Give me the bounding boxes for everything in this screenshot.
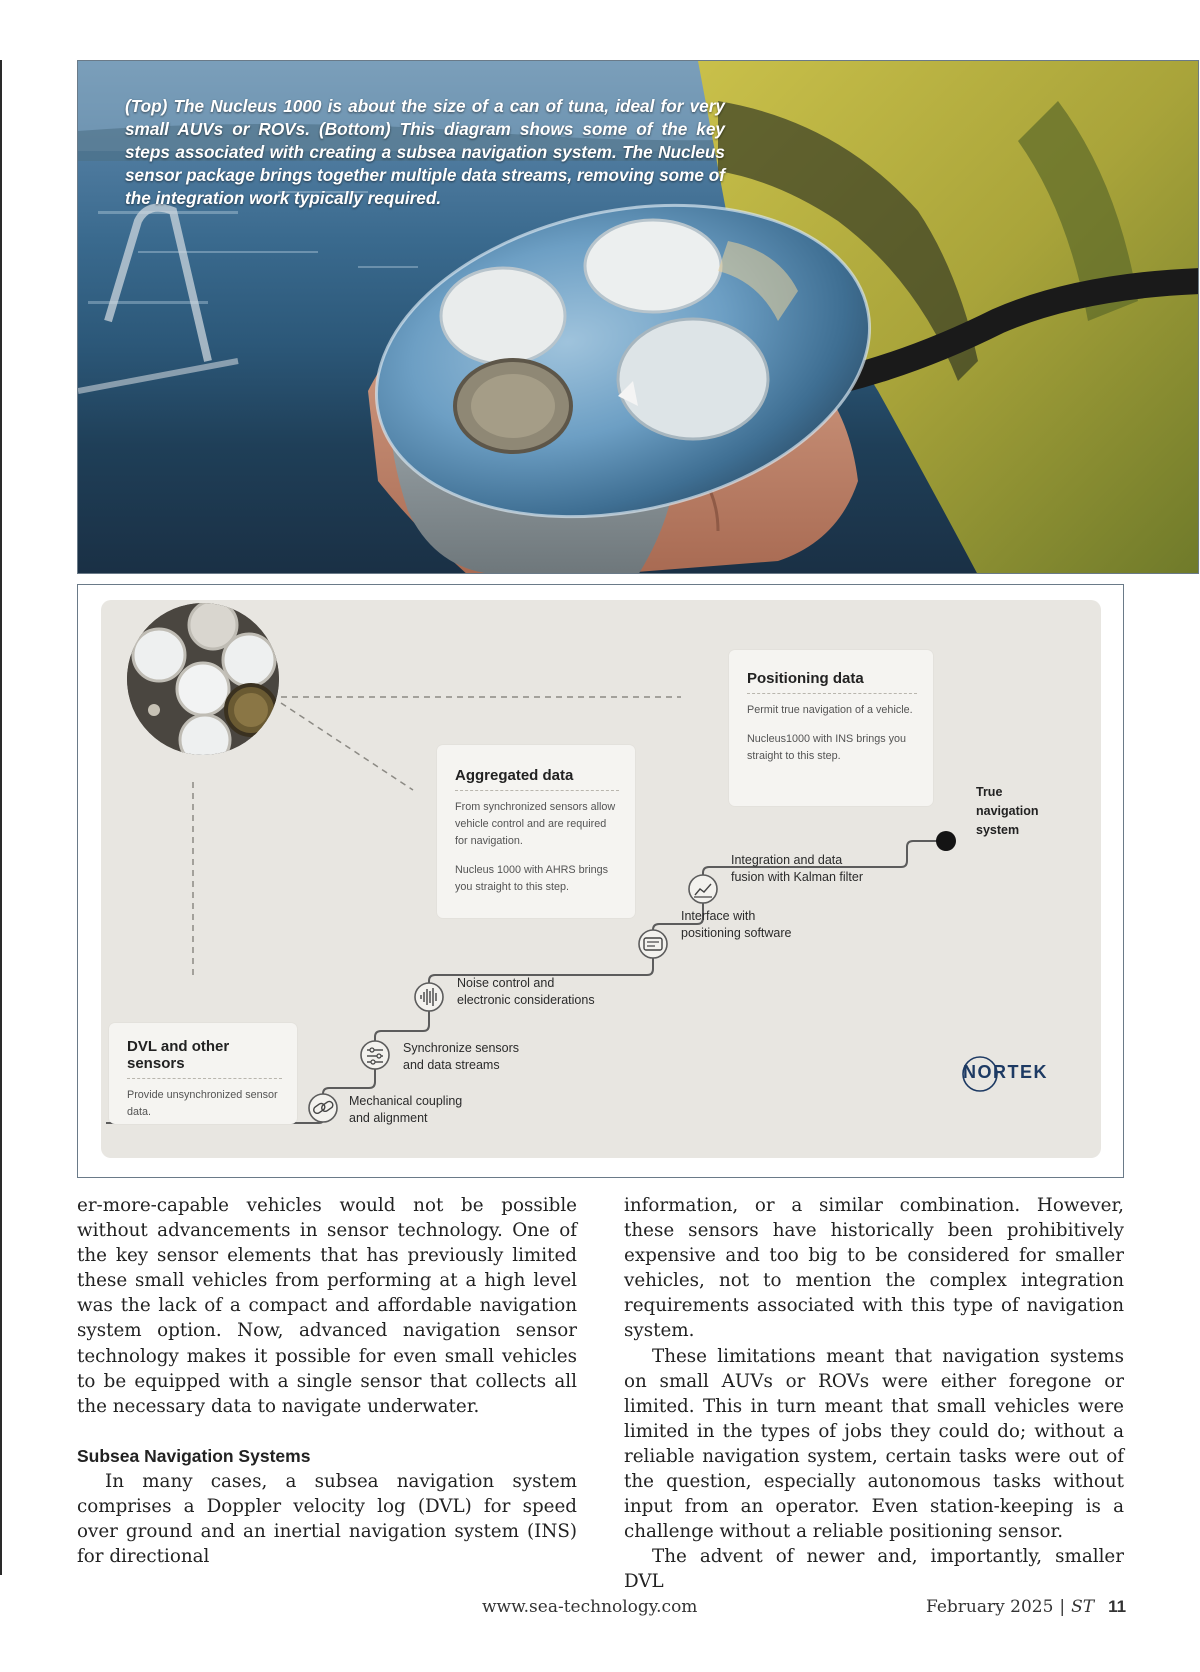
photo-caption: (Top) The Nucleus 1000 is about the size of a can of tuna, ideal for very small AUVs or ROVs. (Bottom) This diagram shows some of the key steps associated with creating a subsea navigation system. The Nucleus sensor package brings together multiple data streams, removing some of the integration work typically required.	[125, 96, 725, 208]
card-dvl-title: DVL and other sensors	[127, 1038, 282, 1079]
page-number: 11	[1108, 1597, 1127, 1616]
page-edge-rule	[0, 60, 2, 1575]
footer-separator: |	[1059, 1597, 1066, 1617]
footer-issue	[926, 1597, 1126, 1617]
card-aggregated-text-1: From synchronized sensors allow vehicle control and are required for navigation.	[455, 801, 616, 847]
step-label-line1: Mechanical coupling	[349, 1094, 463, 1108]
step-integration-fusion	[731, 852, 863, 885]
card-positioning-text-2: Nucleus1000 with INS brings you straight to this step.	[747, 733, 907, 762]
true-navigation-label: True navigation system	[976, 785, 1039, 837]
step-label-line1: Synchronize sensors	[403, 1041, 520, 1055]
waveform-icon	[415, 983, 443, 1011]
nortek-logo: NORTEK	[963, 1062, 1048, 1082]
card-dvl-sensors	[109, 1023, 297, 1124]
step-noise-control	[457, 975, 595, 1008]
card-aggregated-data	[437, 745, 635, 918]
section-heading: Subsea Navigation Systems	[77, 1445, 311, 1466]
paragraph: er-more-capable vehicles would not be possible without advancements in sensor technology. One of the key sensor elements that has previously limited these small vehicles from performing at a high level was the lack of a compact and affordable navigation system option. Now, advanced navigation sensor technology makes it possible for even small vehicles to be equipped with a single sensor that collects all the necessary data to navigate underwater.	[77, 1195, 577, 1417]
paragraph: The advent of newer and, importantly, smaller DVL	[624, 1546, 1124, 1593]
navigation-steps-diagram	[77, 584, 1124, 1178]
card-aggregated-text-2: Nucleus 1000 with AHRS brings you straight to this step.	[455, 864, 609, 893]
diagram-panel	[101, 600, 1101, 1158]
footer-magazine: ST	[1071, 1597, 1095, 1617]
paragraph: In many cases, a subsea navigation system comprises a Doppler velocity log (DVL) for speed over ground and an inertial navigation system (INS) for directional	[77, 1470, 577, 1568]
step-label-line1: Noise control and	[457, 976, 555, 990]
step-label-line2: electronic considerations	[457, 992, 595, 1007]
paragraph: These limitations meant that navigation systems on small AUVs or ROVs were either foregone or limited. This in turn meant that small vehicles were limited in the types of jobs they could do; without a reliable navigation system, certain tasks were out of the question, especially autonomous tasks without input from an operator. Even station-keeping is a challenge without a reliable positioning sensor.	[624, 1345, 1124, 1543]
step-label-line1: Integration and data	[731, 853, 843, 867]
article-column-left	[77, 1193, 577, 1569]
step-label-line2: fusion with Kalman filter	[731, 869, 864, 884]
link-icon	[309, 1094, 337, 1122]
nucleus-photo	[77, 60, 1199, 574]
footer-url[interactable]: www.sea-technology.com	[482, 1597, 698, 1617]
card-positioning-title: Positioning data	[747, 670, 917, 694]
endpoint-dot	[936, 831, 956, 851]
step-label-line2: and alignment	[349, 1110, 428, 1125]
article-column-right	[624, 1193, 1124, 1595]
card-dvl-text: Provide unsynchronized sensor data.	[127, 1089, 278, 1118]
sensor-top-view	[127, 601, 279, 765]
step-label-line2: positioning software	[681, 925, 792, 940]
card-positioning-data	[729, 650, 933, 806]
step-mechanical-coupling	[349, 1093, 462, 1126]
step-label-line2: and data streams	[403, 1057, 500, 1072]
sliders-icon	[361, 1041, 389, 1069]
card-aggregated-title: Aggregated data	[455, 767, 619, 791]
chart-icon	[689, 875, 717, 903]
step-interface-positioning	[681, 908, 791, 941]
interface-icon	[639, 930, 667, 958]
step-label-line1: Interface with	[681, 909, 756, 923]
footer-date: February 2025	[926, 1597, 1054, 1617]
step-synchronize-sensors	[403, 1040, 519, 1073]
card-positioning-text-1: Permit true navigation of a vehicle.	[747, 704, 913, 716]
paragraph: information, or a similar combination. However, these sensors have historically been prohibitively expensive and too big to be considered for smaller vehicles, not to mention the complex integration requirements associated with this type of navigation system.	[624, 1195, 1124, 1342]
